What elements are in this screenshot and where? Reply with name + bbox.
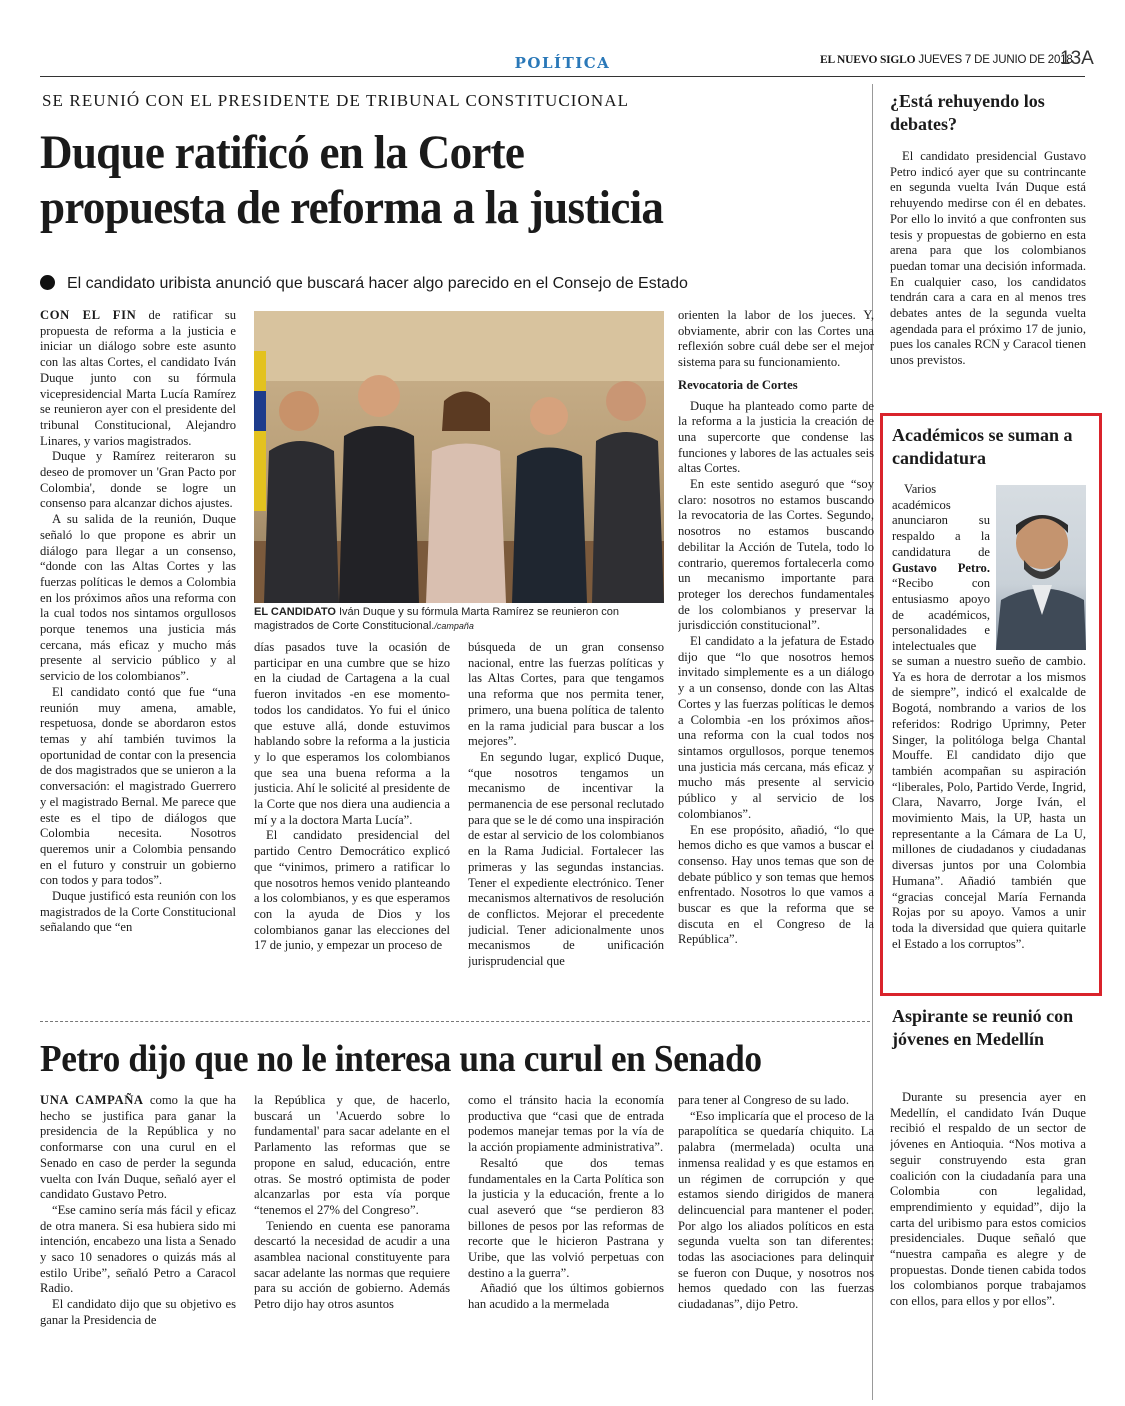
masthead xyxy=(820,54,1073,66)
paragraph: días pasados tuve la ocasión de participar en una cumbre que se hizo en la ciudad de Cartagena a la cual fueron invitados -en ese momento- todos los candidatos. Yo fui el único que estuve allá, donde estuvimos hablando sobre la reforma a la justicia y lo que esperamos los colombianos que sea una buena reforma a la justicia. Ahí le solicité al presidente de la Corte que nos diera una audiencia a mí y a la doctora Marta Lucía”. xyxy=(254,640,450,827)
photo-caption xyxy=(254,605,664,633)
paragraph: orienten la labor de los jueces. Y, obviamente, abrir con las Cortes una reflexión sobre cuál debe ser el mejor sistema para su funcionamiento. xyxy=(678,308,874,370)
main-column-1 xyxy=(40,308,236,1008)
paragraph: búsqueda de un gran consenso nacional, entre las fuerzas políticas y las Altas Cortes, para que tengamos una reforma que nos permita tener, primero, una buena política de talento en la rama judicial para buscar a los mejores”. xyxy=(468,640,664,749)
paragraph: El candidato presidencial del partido Centro Democrático explicó que “vinimos, primero a ratificar lo que nosotros hemos venido planteando a los colombianos, y es que esperamos con la ayuda de Dios y los colombianos ganar las elecciones del 17 de junio, y empezar un proceso de xyxy=(254,828,450,953)
header-rule xyxy=(40,76,1085,77)
paragraph: Añadió que los últimos gobiernos han acudido a la mermelada xyxy=(468,1281,664,1312)
second-column-2 xyxy=(254,1093,450,1405)
paragraph: Resaltó que dos temas fundamentales en la Carta Política son la justicia y la educación, frente a lo cual aseveró que “se perdieron 83 billones de pesos por las reformas de recorte que le hicieron Pastrana y Uribe, que las volvió perpetuas con destino a la guerra”. xyxy=(468,1155,664,1280)
paragraph: Duque y Ramírez reiteraron su deseo de promover un 'Gran Pacto por Colombia', donde se logre un consenso para alcanzar dichos ajustes. xyxy=(40,449,236,511)
second-column-4 xyxy=(678,1093,874,1405)
paragraph: En este sentido aseguró que “soy claro: nosotros no estamos buscando la revocatoria de las Cortes. Segundo, nosotros no estamos buscando debilitar la Acción de Tutela, todo lo contrario, queremos fortalecerla como un mecanismo importante para proteger los derechos fundamentales de los colombianos y preservar la jurisdicción constitucional”. xyxy=(678,477,874,633)
paragraph: Durante su presencia ayer en Medellín, el candidato Iván Duque recibió el respaldo de un sector de jóvenes en Antioquia. “Nos motiva a seguir construyendo esta gran coalición con la ciudadanía para una Colombia con legalidad, emprendimiento y equidad”, dijo la carta del uribismo para estos comicios presidenciales. Duque señaló que “nuestra campaña es alegre y de propuestas. Donde tienen cabida todos los colombianos porque trabajamos con ellos, para ellos y por ellos”. xyxy=(890,1090,1086,1309)
publication-date: JUEVES 7 DE JUNIO DE 2018 xyxy=(918,54,1073,66)
paragraph: Teniendo en cuenta ese panorama descartó la necesidad de acudir a una asamblea nacional constituyente para sacar adelante las normas que requiere para su acción de gobierno. Además Petro dijo hay otros asuntos xyxy=(254,1218,450,1312)
crosshead: Revocatoria de Cortes xyxy=(678,377,798,392)
paragraph: El candidato a la jefatura de Estado dijo que “lo que nosotros hemos invitado simplemente es a un diálogo y a un consenso, donde con las Altas Cortes y las fuerzas políticas le demos a Colombia -en los próximos años- una reforma con la cual todos nos sintamos orgullosos, porque tenemos una justicia más cercana, más eficaz y mucho más presente al servicio público y al servicio de los colombianos”. xyxy=(678,634,874,821)
main-column-2 xyxy=(254,640,450,1008)
headline-line-2: propuesta de reforma a la justicia xyxy=(40,181,664,234)
sidebar-academicos-title: Académicos se suman a candidatura xyxy=(892,425,1073,468)
main-column-3 xyxy=(468,640,664,1008)
paragraph: El candidato dijo que su objetivo es ganar la Presidencia de xyxy=(40,1297,236,1327)
sidebar-academicos-body-top xyxy=(892,482,990,654)
paragraph: “Eso implicaría que el proceso de la parapolítica se quedaría chiquito. La palabra (mermelada) oculta una inmensa realidad y es que estamos en un régimen de corrupción y que estamos siendo dirigidos de manera delincuencial para mantener el poder. Por algo los aliados políticos en esta segunda vuelta son tan diferentes: todas las asociaciones para delinquir se fueron con Duque, y nosotros nos hemos quedado con las fuerzas ciudadanas”, dijo Petro. xyxy=(678,1108,874,1312)
subhead xyxy=(40,275,870,293)
paragraph: El candidato contó que fue “una reunión muy amena, amable, respetuosa, donde se abordaron estos temas y ahí también tuvimos la oportunidad de contar con la presencia de dos magistrados que se unieron a la conversación: el magistrado Guerrero y el magistrado Bernal. Me parece que este es el tipo de diálogos que Colombia necesita. Nosotros queremos unir a Colombia pensando en el futuro y construir un gobierno con todos y para todos”. xyxy=(40,684,236,888)
photo-illustration xyxy=(254,311,664,603)
caption-text: Iván Duque y su fórmula Marta Ramírez se reunieron con magistrados de Corte Constitucional. xyxy=(254,606,619,632)
sidebar-debates-title: ¿Está rehuyendo los debates? xyxy=(890,91,1045,134)
second-headline: Petro dijo que no le interesa una curul en Senado xyxy=(40,1038,762,1080)
caption-credit: /campaña xyxy=(434,621,474,631)
paragraph: Duque justificó esta reunión con los magistrados de la Corte Constitucional señalando que “en xyxy=(40,889,236,935)
sidebar-medellin-title: Aspirante se reunió con jóvenes en Medellín xyxy=(892,1006,1074,1049)
caption-lead: EL CANDIDATO xyxy=(254,606,336,618)
paragraph: Varios académicos anunciaron su respaldo a la candidatura de Gustavo Petro. “Recibo con entusiasmo apoyo de académicos, personalidades e intelectuales que xyxy=(892,482,990,654)
paragraph: UNA CAMPAÑA como la que ha hecho se justifica para ganar la presidencia de la República y no conformarse con una curul en el Senado en caso de perder la segunda vuelta con Iván Duque, señaló ayer el candidato Gustavo Petro. xyxy=(40,1093,236,1202)
paragraph: la República y que, de hacerlo, buscará un 'Acuerdo sobre lo fundamental' para sacar adelante en el Parlamento las reformas que se propone en salud, educación, entre otras. Se mostró optimista de poder alcanzarlas por esta vía porque “tenemos el 27% del Congreso”. xyxy=(254,1093,450,1217)
paragraph: como el tránsito hacia la economía productiva que “casi que de entrada podemos manejar temas por la vía de la acción propiamente administrativa”. xyxy=(468,1093,664,1155)
subhead-text: El candidato uribista anunció que buscará hacer algo parecido en el Consejo de Estado xyxy=(67,275,688,292)
sidebar-medellin-body xyxy=(890,1090,1086,1402)
lead-caps: UNA CAMPAÑA xyxy=(40,1093,144,1107)
story-divider xyxy=(40,1021,870,1022)
second-column-3 xyxy=(468,1093,664,1405)
publication-name: EL NUEVO SIGLO xyxy=(820,54,916,66)
highlighted-name: Gustavo Petro. xyxy=(892,560,990,575)
lead-caps: CON EL FIN xyxy=(40,308,137,322)
sidebar-academicos-body-bottom xyxy=(892,654,1086,989)
sidebar-debates-body xyxy=(890,149,1086,407)
second-column-1 xyxy=(40,1093,236,1405)
paragraph: “Ese camino sería más fácil y eficaz de otra manera. Si esa hubiera sido mi intención, encabezo una lista a Senado y saco 10 senadores o quizás más al estilo Uribe”, señaló Petro a Caracol Radio. xyxy=(40,1202,236,1296)
petro-portrait xyxy=(996,485,1086,650)
page-number: 13A xyxy=(1060,48,1094,69)
paragraph: El candidato presidencial Gustavo Petro indicó ayer que su contrincante en segunda vuelta Iván Duque está rehuyendo medirse con él en debates. Por ello lo invitó a que confronten sus tesis y propuestas de gobierno en esta arena para que los colombianos puedan tomar una decisión informada. En cualquier caso, los candidatos tendrán cara a cara en al menos tres debates antes de la segunda vuelta agendada para el próximo 17 de junio, pues los canales RCN y Caracol tienen unos previstos. xyxy=(890,149,1086,368)
section-label: POLÍTICA xyxy=(514,54,611,72)
kicker: SE REUNIÓ CON EL PRESIDENTE DE TRIBUNAL CONSTITUCIONAL xyxy=(42,91,630,110)
paragraph: para tener al Congreso de su lado. xyxy=(678,1093,850,1107)
paragraph: A su salida de la reunión, Duque señaló lo que propone es abrir un diálogo para llegar a un consenso, “donde con las Altas Cortes y las fuerzas políticas le demos a Colombia en los próximos años una reforma con la cual todos nos sintamos orgullosos porque tenemos una justicia más cercana, más eficaz y mucho más presente al servicio público y al servicio de los colombianos”. xyxy=(40,512,236,684)
portrait-illustration xyxy=(996,485,1086,650)
headline-line-1: Duque ratificó en la Corte xyxy=(40,126,525,179)
paragraph: En segundo lugar, explicó Duque, “que nosotros tengamos un mecanismo de incentivar la permanencia de ese personal reclutado para que se le dé como una inspiración de estar al servicio de los colombianos en la Rama Judicial. Fortalecer las primeras y las segundas instancias. Tener el expediente electrónico. Tener mecanismos alternativos de resolución de conflictos. Mejorar el precedente judicial. Tener adicionalmente unos mecanismos de unificación jurisprudencial que xyxy=(468,749,664,969)
main-headline xyxy=(40,125,820,235)
candidates-photo xyxy=(254,311,664,603)
paragraph: se suman a nuestro sueño de cambio. Ya es hora de derrotar a los mismos de siempre”, indicó el exalcalde de Bogotá, nombrando a varios de los referidos: Rodrigo Uprimny, Peter Singer, la politóloga belga Chantal Mouffe. El candidato dijo que también acompañan su aspiración “liberales, Polo, Partido Verde, Ingrid, Clara, Navarro, Jorge Iván, el movimiento Mais, la UP, hasta un representante a la Cámara de La U, millones de ciudadanos y ciudadanas diversas juntos por una Colombia Humana”. Añadió también que “gracias concejal María Fernanda Rojas por su apoyo. Vamos a unir toda la diversidad que quiera quitarle el Estado a los corruptos”. xyxy=(892,654,1086,951)
main-column-4 xyxy=(678,308,874,1008)
black-circle-icon xyxy=(40,275,55,290)
paragraph: En ese propósito, añadió, “lo que hemos dicho es que vamos a buscar el consenso. Hay unos temas que son de debate público y son temas que hemos enfrentado. Nosotros lo que vamos a buscar es que la reforma que se discuta en el Congreso de la República”. xyxy=(678,822,874,947)
paragraph: CON EL FIN de ratificar su propuesta de reforma a la justicia e iniciar un diálogo sobre este asunto con las altas Cortes, el candidato Iván Duque junto con su fórmula vicepresidencial Marta Lucía Ramírez se reunieron ayer con el presidente del tribunal Constitucional, Alejandro Linares, y varios magistrados. xyxy=(40,308,236,448)
paragraph: Duque ha planteado como parte de la reforma a la justicia la creación de una supercorte que condense las funciones y labores de las actuales seis altas Cortes. xyxy=(678,398,874,476)
